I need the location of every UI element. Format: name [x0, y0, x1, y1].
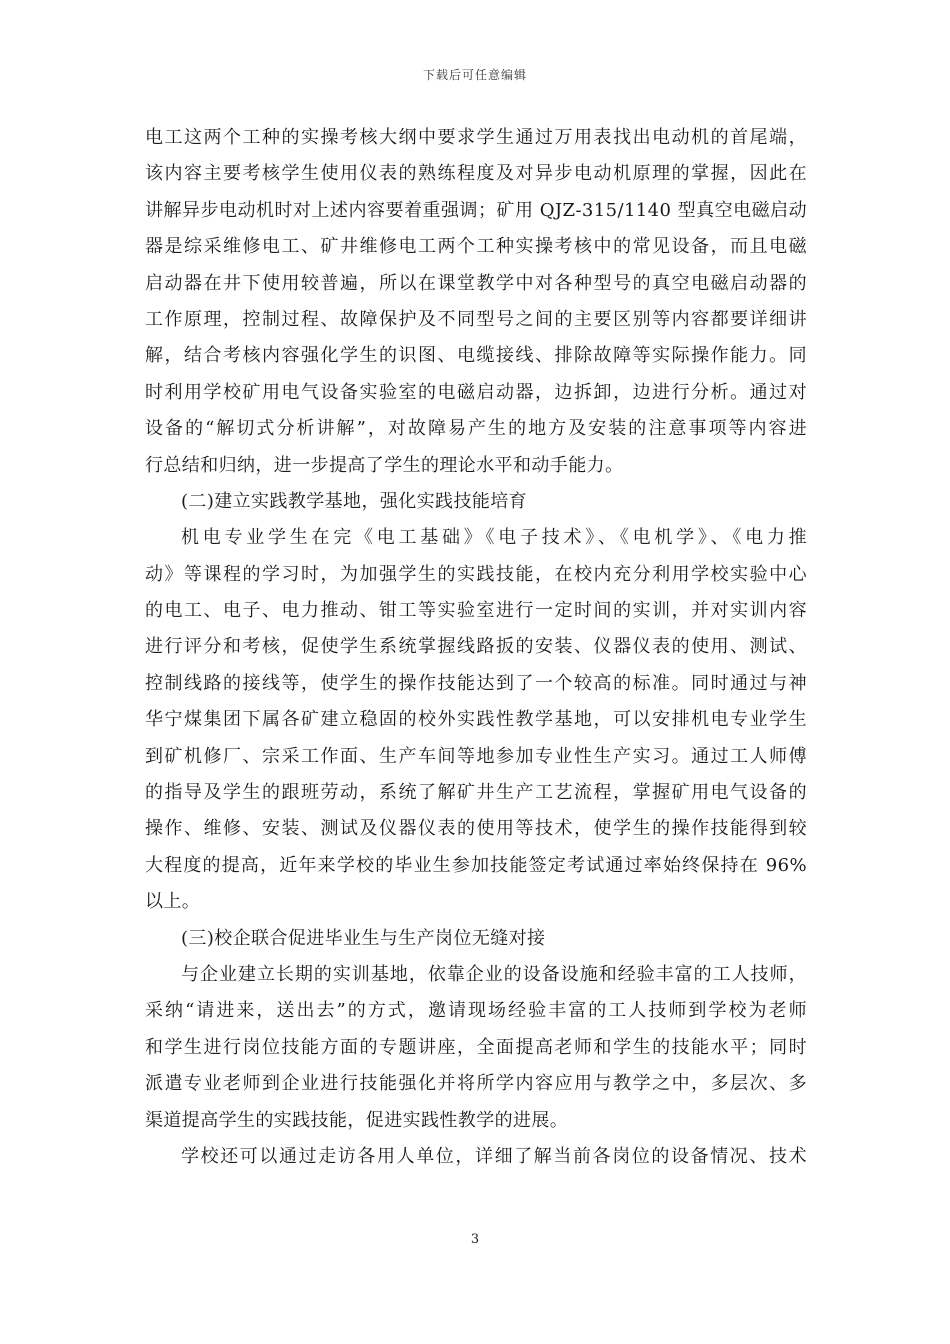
body-line: 派遣专业老师到企业进行技能强化并将所学内容应用与教学之中，多层次、多	[145, 1073, 807, 1095]
body-line: 大程度的提高，近年来学校的毕业生参加技能签定考试通过率始终保持在 96%	[145, 854, 807, 876]
body-line: 讲解异步电动机时对上述内容要着重强调；矿用 QJZ-315/1140 型真空电磁启动	[145, 199, 807, 221]
document-body	[145, 120, 807, 1175]
body-line: 时利用学校矿用电气设备实验室的电磁启动器，边拆卸，边进行分析。通过对	[145, 381, 807, 403]
body-line: 华宁煤集团下属各矿建立稳固的校外实践性教学基地，可以安排机电专业学生	[145, 709, 807, 731]
page-number: 3	[470, 1232, 480, 1247]
body-line: 与企业建立长期的实训基地，依靠企业的设备设施和经验丰富的工人技师，	[181, 963, 807, 985]
body-line: 进行评分和考核，促使学生系统掌握线路扳的安装、仪器仪表的使用、测试、	[145, 636, 807, 658]
body-line: 控制线路的接线等，使学生的操作技能达到了一个较高的标准。同时通过与神	[145, 672, 807, 694]
body-line: 和学生进行岗位技能方面的专题讲座，全面提高老师和学生的技能水平；同时	[145, 1036, 807, 1058]
body-line: 行总结和归纳，进一步提高了学生的理论水平和动手能力。	[145, 454, 624, 476]
section-heading: (三)校企联合促进毕业生与生产岗位无缝对接	[181, 927, 546, 949]
body-line: 设备的“解切式分析讲解”，对故障易产生的地方及安装的注意事项等内容进	[145, 418, 807, 440]
section-heading: (二)建立实践教学基地，强化实践技能培育	[181, 490, 528, 512]
body-line: 渠道提高学生的实践技能，促进实践性教学的进展。	[145, 1109, 569, 1131]
body-line: 操作、维修、安装、测试及仪器仪表的使用等技术，使学生的操作技能得到较	[145, 818, 807, 840]
body-line: 的电工、电子、电力推动、钳工等实验室进行一定时间的实训，并对实训内容	[145, 600, 807, 622]
body-line: 电工这两个工种的实操考核大纲中要求学生通过万用表找出电动机的首尾端，	[145, 127, 807, 148]
page-header: 下载后可任意编辑	[422, 68, 527, 82]
body-line: 器是综采维修电工、矿井维修电工两个工种实操考核中的常见设备，而且电磁	[145, 236, 807, 258]
body-line: 启动器在井下使用较普遍，所以在课堂教学中对各种型号的真空电磁启动器的	[145, 272, 807, 294]
body-line: 机电专业学生在完《电工基础》《电子技术》、《电机学》、《电力推	[181, 527, 807, 549]
body-line: 到矿机修厂、宗采工作面、生产车间等地参加专业性生产实习。通过工人师傅	[145, 745, 807, 767]
body-line: 的指导及学生的跟班劳动，系统了解矿井生产工艺流程，掌握矿用电气设备的	[145, 782, 807, 804]
body-line: 学校还可以通过走访各用人单位，详细了解当前各岗位的设备情况、技术	[181, 1145, 807, 1167]
body-line: 该内容主要考核学生使用仪表的熟练程度及对异步电动机原理的掌握，因此在	[145, 163, 807, 185]
body-line: 以上。	[145, 891, 201, 913]
body-line: 采纳“请进来，送出去”的方式，邀请现场经验丰富的工人技师到学校为老师	[145, 1000, 807, 1022]
body-line: 解，结合考核内容强化学生的识图、电缆接线、排除故障等实际操作能力。同	[145, 345, 807, 367]
body-line: 工作原理，控制过程、故障保护及不同型号之间的主要区别等内容都要详细讲	[145, 308, 807, 330]
body-line: 动》等课程的学习时，为加强学生的实践技能，在校内充分利用学校实验中心	[145, 563, 807, 585]
